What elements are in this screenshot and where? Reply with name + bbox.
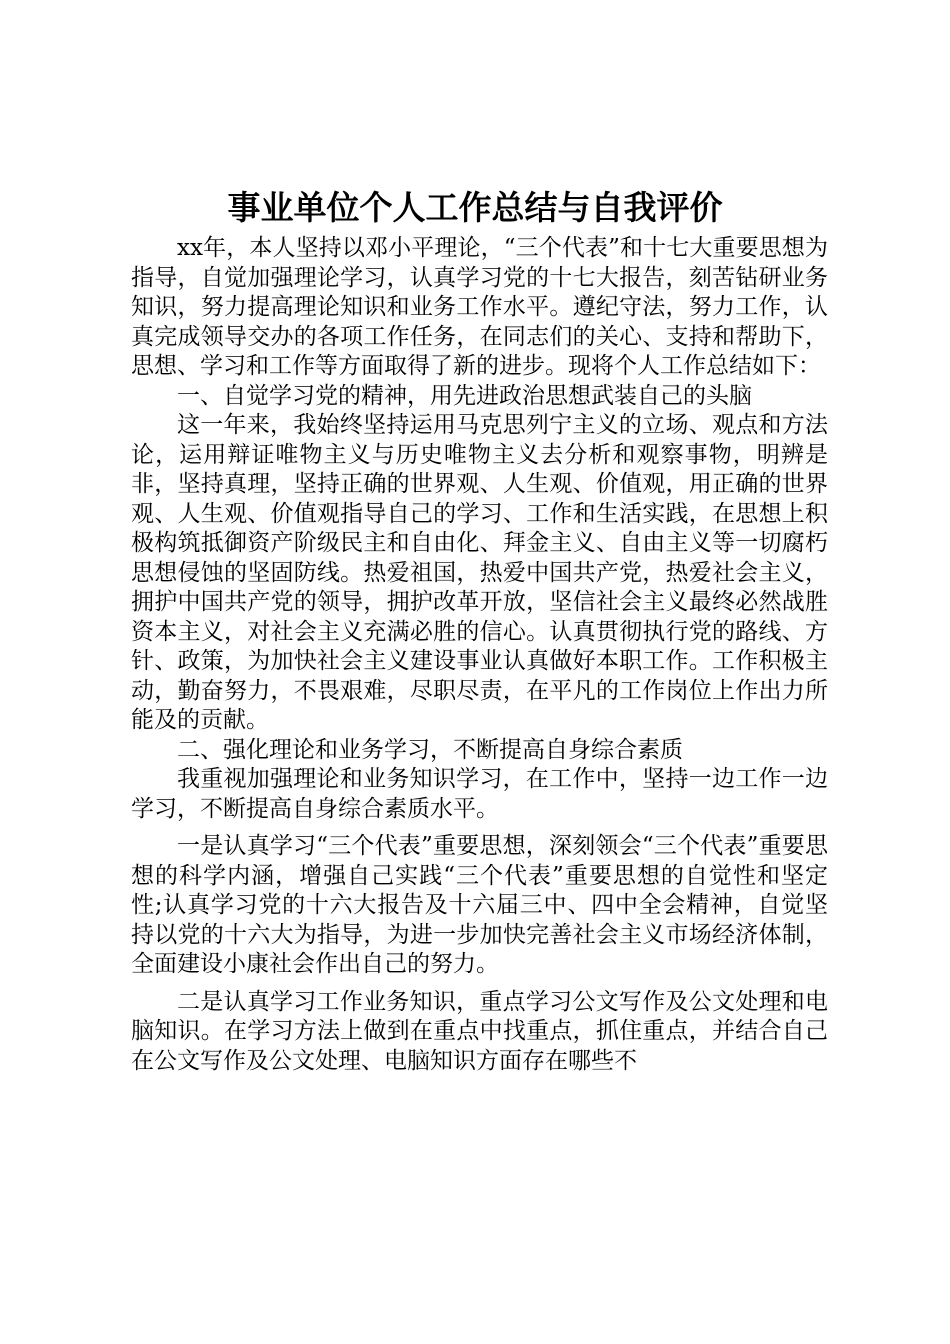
paragraph-point-1: 一是认真学习“三个代表”重要思想，深刻领会“三个代表”重要思想的科学内涵，增强自己实践“三个代表”重要思想的自觉性和坚定性;认真学习党的十六大报告及十六届三中、四中全会精神，自觉坚持以党的十六大为指导，为进一步加快完善社会主义市场经济体制，全面建设小康社会作出自己的努力。 <box>131 833 828 977</box>
document-body <box>131 234 828 1076</box>
document-title: 事业单位个人工作总结与自我评价 <box>227 188 723 227</box>
section-heading-2: 二、强化理论和业务学习，不断提高自身综合素质 <box>177 736 683 763</box>
paragraph-intro: xx年，本人坚持以邓小平理论，“三个代表”和十七大重要思想为指导，自觉加强理论学习，认真学习党的十七大报告，刻苦钻研业务知识，努力提高理论知识和业务工作水平。遵纪守法，努力工作，认真完成领导交办的各项工作任务，在同志们的关心、支持和帮助下，思想、学习和工作等方面取得了新的进步。现将个人工作总结如下： <box>131 235 828 379</box>
paragraph-section-2-intro: 我重视加强理论和业务知识学习，在工作中，坚持一边工作一边学习，不断提高自身综合素质水平。 <box>131 766 828 822</box>
paragraph-point-2: 二是认真学习工作业务知识，重点学习公文写作及公文处理和电脑知识。在学习方法上做到在重点中找重点，抓住重点，并结合自己在公文写作及公文处理、电脑知识方面存在哪些不 <box>131 988 828 1074</box>
section-heading-1: 一、自觉学习党的精神，用先进政治思想武装自己的头脑 <box>177 382 752 409</box>
paragraph-section-1: 这一年来，我始终坚持运用马克思列宁主义的立场、观点和方法论，运用辩证唯物主义与历史唯物主义去分析和观察事物，明辨是非，坚持真理，坚持正确的世界观、人生观、价值观，用正确的世界观、人生观、价值观指导自己的学习、工作和生活实践，在思想上积极构筑抵御资产阶级民主和自由化、拜金主义、自由主义等一切腐朽思想侵蚀的坚固防线。热爱祖国，热爱中国共产党，热爱社会主义，拥护中国共产党的领导，拥护改革开放，坚信社会主义最终必然战胜资本主义，对社会主义充满必胜的信心。认真贯彻执行党的路线、方针、政策，为加快社会主义建设事业认真做好本职工作。工作积极主动，勤奋努力，不畏艰难，尽职尽责，在平凡的工作岗位上作出力所能及的贡献。 <box>131 412 828 733</box>
